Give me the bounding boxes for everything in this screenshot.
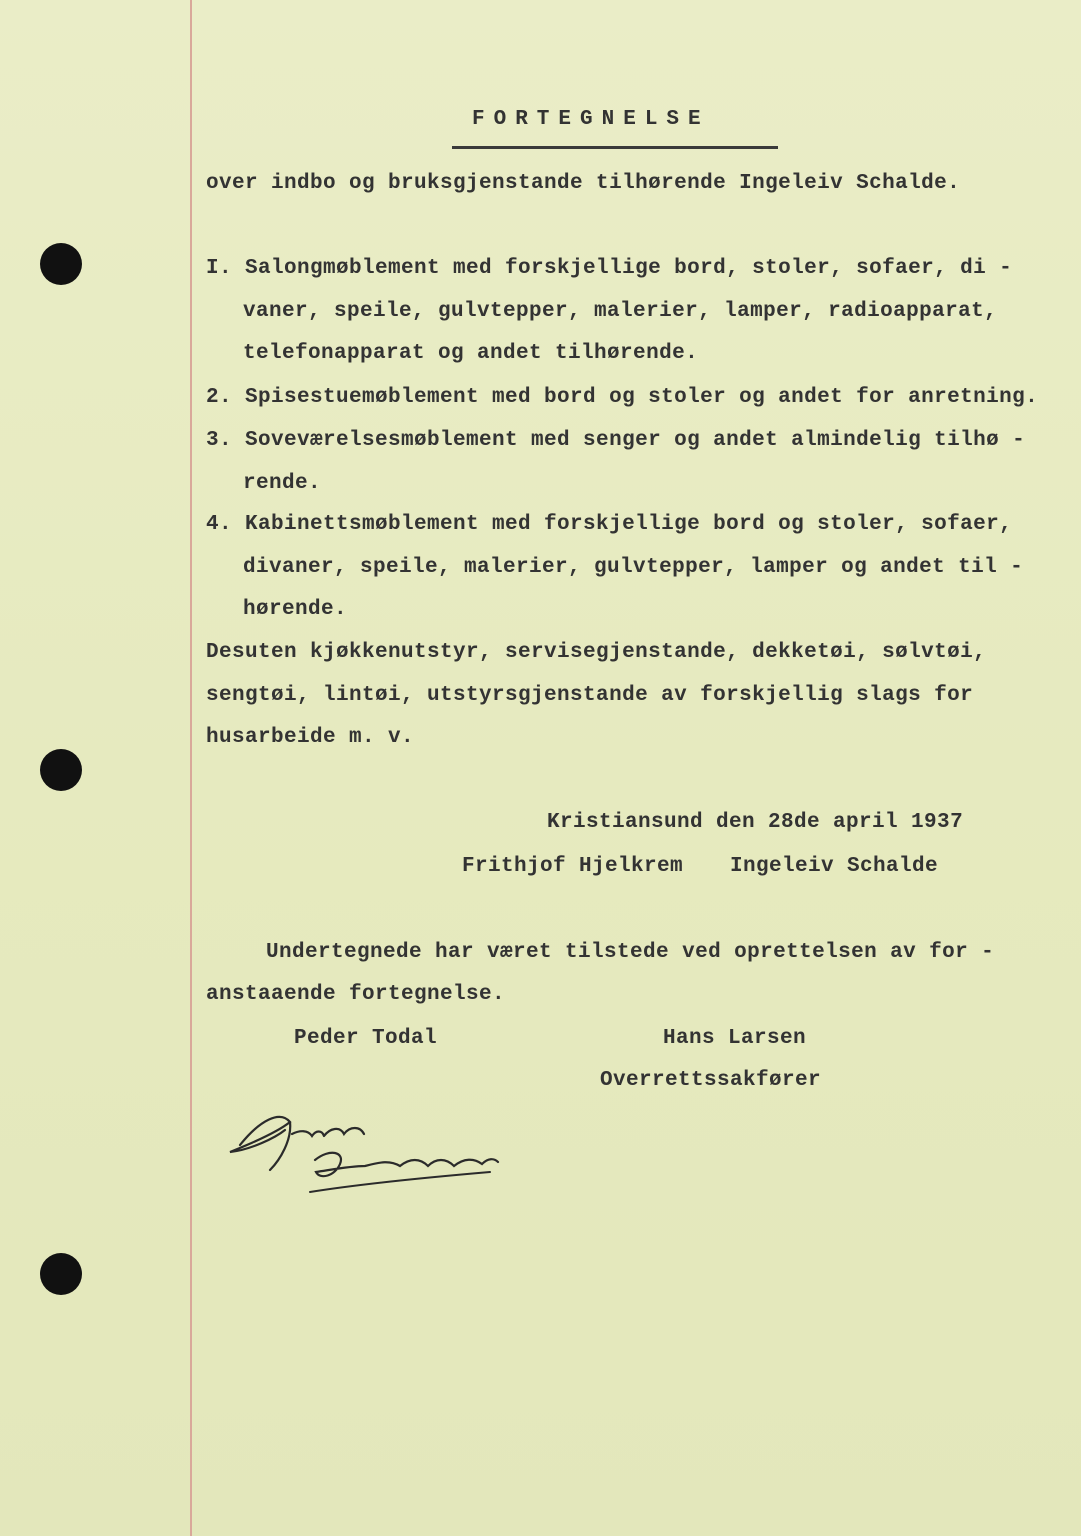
- extra-line: husarbeide m. v.: [206, 726, 415, 749]
- item-line: 4. Kabinettsmøblement med forskjellige bord og stoler, sofaer,: [206, 513, 1013, 536]
- signatory-right: Ingeleiv Schalde: [730, 855, 939, 878]
- punch-hole: [40, 1253, 82, 1295]
- item-line: 3. Soveværelsesmøblement med senger og andet almindelig tilhø -: [206, 429, 1026, 452]
- witness-right-title: Overrettssakfører: [600, 1069, 822, 1092]
- item-line: hørende.: [243, 598, 348, 621]
- signatory-left: Frithjof Hjelkrem: [462, 855, 684, 878]
- item-line: 2. Spisestuemøblement med bord og stoler og andet for anretning.: [206, 386, 1039, 409]
- handwritten-signature-icon: [220, 1100, 520, 1210]
- item-line: vaner, speile, gulvtepper, malerier, lamper, radioapparat,: [243, 300, 998, 323]
- place-date: Kristiansund den 28de april 1937: [547, 811, 964, 834]
- extra-line: sengtøi, lintøi, utstyrsgjenstande av forskjellig slags for: [206, 684, 974, 707]
- document-title: FORTEGNELSE: [472, 108, 710, 131]
- witness-right: Hans Larsen: [663, 1027, 807, 1050]
- item-line: divaner, speile, malerier, gulvtepper, lamper og andet til -: [243, 556, 1024, 579]
- margin-rule: [190, 0, 192, 1536]
- punch-hole: [40, 749, 82, 791]
- punch-hole: [40, 243, 82, 285]
- extra-line: Desuten kjøkkenutstyr, servisegjenstande, dekketøi, sølvtøi,: [206, 641, 987, 664]
- witness-text-line: Undertegnede har været tilstede ved oprettelsen av for -: [266, 941, 995, 964]
- item-line: rende.: [243, 472, 322, 495]
- item-line: I. Salongmøblement med forskjellige bord, stoler, sofaer, di -: [206, 257, 1013, 280]
- witness-left: Peder Todal: [294, 1027, 438, 1050]
- title-underline: [452, 146, 778, 149]
- item-line: telefonapparat og andet tilhørende.: [243, 342, 699, 365]
- subtitle: over indbo og bruksgjenstande tilhørende Ingeleiv Schalde.: [206, 172, 961, 195]
- witness-text-line: anstaaende fortegnelse.: [206, 983, 506, 1006]
